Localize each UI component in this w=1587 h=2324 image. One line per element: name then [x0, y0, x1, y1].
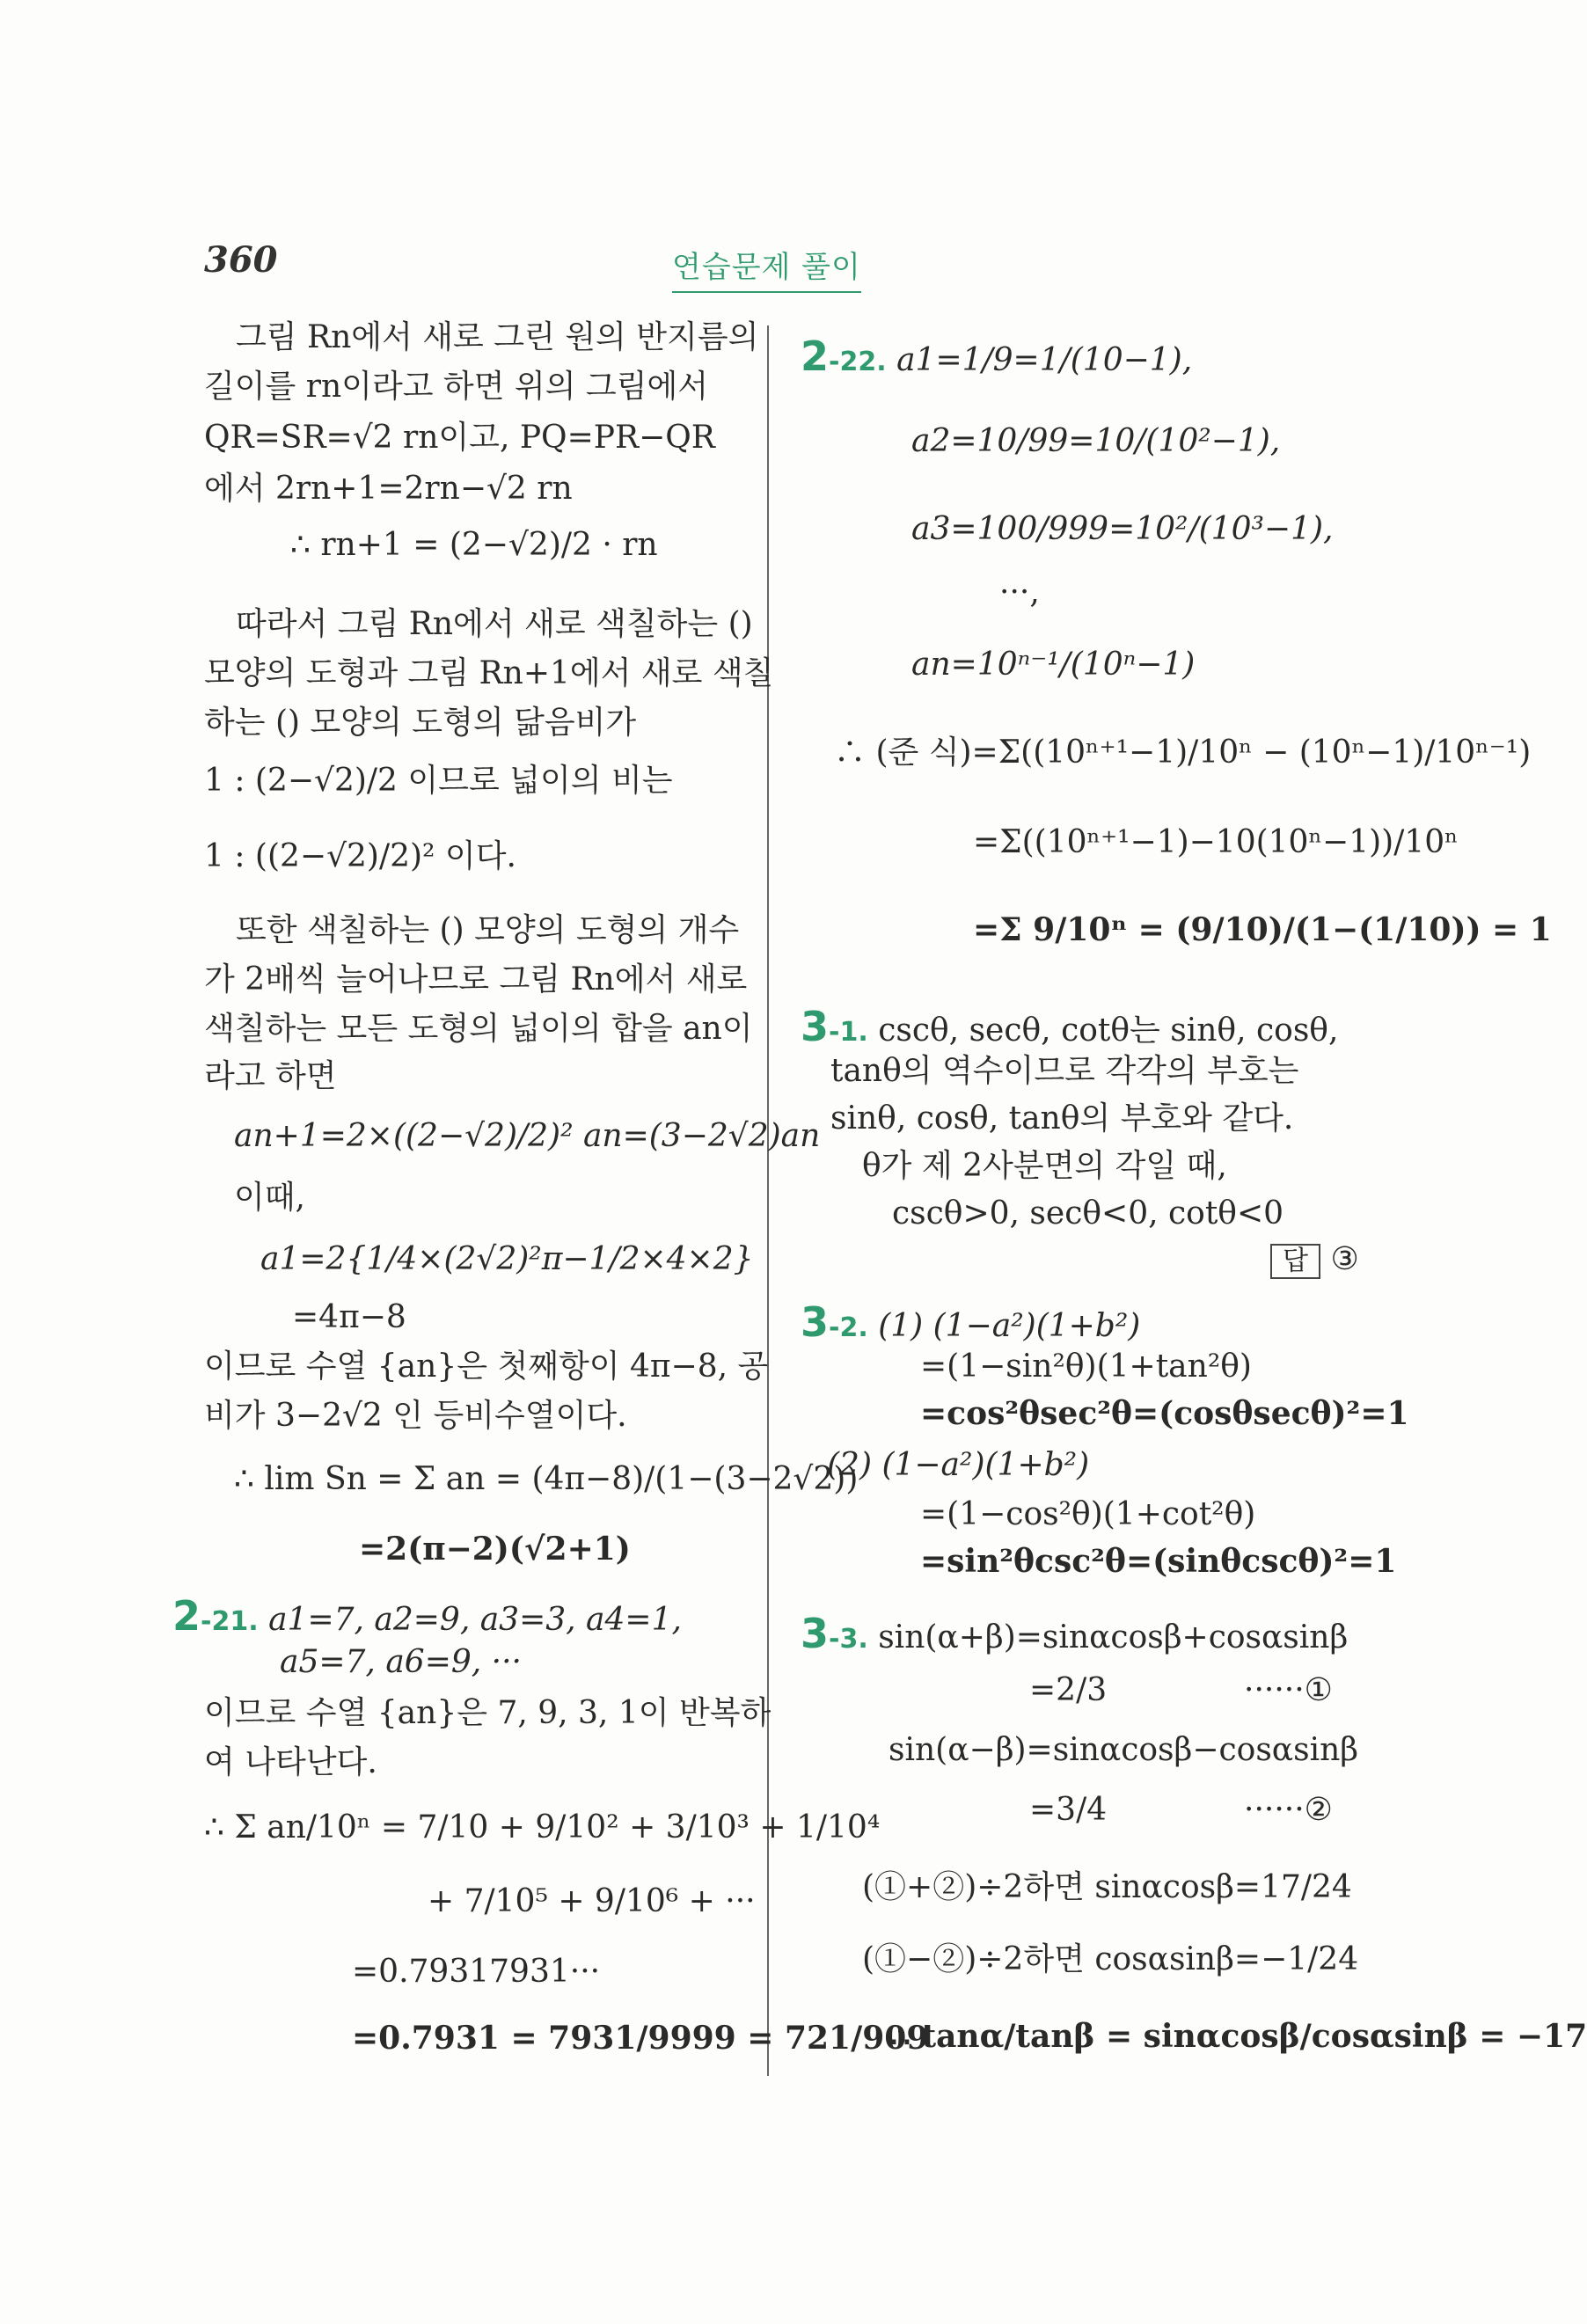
equation: (①−②)÷2하면 cosαsinβ=−1/24	[862, 1941, 1359, 1977]
equation: cscθ>0, secθ<0, cotθ<0	[892, 1195, 1284, 1231]
equation: an+1=2×((2−√2)/2)² an=(3−2√2)an	[234, 1118, 821, 1154]
equation: =0.7931 = 7931/9999 = 721/909	[352, 2020, 929, 2057]
text-line: sinθ, cosθ, tanθ의 부호와 같다.	[830, 1100, 1294, 1136]
problem-number: 3	[801, 1298, 830, 1346]
equation: =cos²θsec²θ=(cosθsecθ)²=1	[920, 1395, 1409, 1432]
problem-3-1	[801, 1003, 1338, 1051]
equation: =sin²θcsc²θ=(sinθcscθ)²=1	[920, 1543, 1397, 1580]
answer-choice: ③	[1330, 1241, 1359, 1277]
answer	[1270, 1240, 1359, 1279]
text-line: QR=SR=√2 rn이고, PQ=PR−QR	[204, 420, 715, 456]
problem-number: 3	[801, 1610, 830, 1657]
text-line: 가 2배씩 늘어나므로 그림 Rn에서 새로	[204, 961, 748, 998]
problem-subnumber: -3.	[829, 1624, 868, 1655]
text-line: 에서 2rn+1=2rn−√2 rn	[204, 471, 573, 507]
text-line: cscθ, secθ, cotθ는 sinθ, cosθ,	[878, 1012, 1339, 1049]
text-line: 또한 색칠하는 () 모양의 도형의 개수	[236, 912, 740, 948]
text-line: 모양의 도형과 그림 Rn+1에서 새로 색칠	[204, 655, 774, 691]
equation: a1=1/9=1/(10−1),	[896, 342, 1193, 378]
text-line: 이때,	[234, 1180, 305, 1216]
equation: a5=7, a6=9, ···	[280, 1644, 522, 1680]
equation: a3=100/999=10²/(10³−1),	[911, 511, 1334, 547]
equation: ∴ Σ an/10ⁿ = 7/10 + 9/10² + 3/10³ + 1/10⁴	[204, 1809, 881, 1845]
problem-3-3	[801, 1610, 1348, 1658]
problem-number: 3	[801, 1003, 830, 1050]
equation: a1=7, a2=9, a3=3, a4=1,	[268, 1602, 682, 1638]
problem-subnumber: -21.	[201, 1606, 259, 1637]
equation: =Σ 9/10ⁿ = (9/10)/(1−(1/10)) = 1	[973, 911, 1552, 948]
problem-number: 2	[172, 1592, 201, 1640]
equation: =(1−cos²θ)(1+cot²θ)	[920, 1496, 1256, 1532]
problem-2-21	[172, 1592, 682, 1641]
equation: ∴ (준 식)=Σ((10ⁿ⁺¹−1)/10ⁿ − (10ⁿ−1)/10ⁿ⁻¹)	[834, 734, 1532, 771]
equation: =2(π−2)(√2+1)	[359, 1531, 631, 1568]
text-line: 이므로 수열 {an}은 첫째항이 4π−8, 공	[204, 1348, 769, 1385]
page-number: 360	[204, 239, 278, 281]
problem-number: 2	[801, 333, 830, 380]
equation-marker: ······①	[1244, 1672, 1333, 1708]
problem-subnumber: -1.	[829, 1017, 868, 1048]
equation: a2=10/99=10/(10²−1),	[911, 423, 1281, 459]
text-line: 하는 () 모양의 도형의 닮음비가	[204, 705, 637, 741]
equation: =4π−8	[292, 1299, 406, 1335]
text-line: 이므로 수열 {an}은 7, 9, 3, 1이 반복하	[204, 1695, 772, 1731]
equation: =(1−sin²θ)(1+tan²θ)	[920, 1348, 1252, 1385]
problem-3-2	[801, 1298, 1140, 1347]
equation: (1) (1−a²)(1+b²)	[878, 1308, 1141, 1344]
text-line: 1 : ((2−√2)/2)² 이다.	[204, 838, 516, 874]
equation: ∴ rn+1 = (2−√2)/2 · rn	[290, 527, 658, 563]
equation-marker: ······②	[1244, 1792, 1333, 1828]
text-line: 라고 하면	[204, 1058, 337, 1094]
answer-box: 답	[1270, 1244, 1320, 1279]
problem-2-22	[801, 333, 1192, 381]
text-line: 여 나타난다.	[204, 1744, 377, 1780]
equation: sin(α−β)=sinαcosβ−cosαsinβ	[889, 1732, 1359, 1768]
equation: (2) (1−a²)(1+b²)	[827, 1447, 1090, 1483]
text-line: 길이를 rn이라고 하면 위의 그림에서	[204, 369, 709, 405]
equation: an=10ⁿ⁻¹/(10ⁿ−1)	[911, 647, 1196, 683]
equation: + 7/10⁵ + 9/10⁶ + ···	[428, 1883, 756, 1919]
page-title: 연습문제 풀이	[672, 243, 861, 293]
equation: ···,	[999, 574, 1040, 610]
equation: =2/3	[1029, 1672, 1108, 1708]
text-line: 따라서 그림 Rn에서 새로 색칠하는 ()	[236, 606, 753, 642]
text-line: θ가 제 2사분면의 각일 때,	[862, 1148, 1227, 1184]
equation: a1=2{1/4×(2√2)²π−1/2×4×2}	[260, 1241, 754, 1277]
text-line: 색칠하는 모든 도형의 넓이의 합을 an이	[204, 1011, 753, 1047]
text-line: 1 : (2−√2)/2 이므로 넓이의 비는	[204, 763, 673, 799]
equation: (①+②)÷2하면 sinαcosβ=17/24	[862, 1869, 1352, 1905]
equation: =0.79317931···	[352, 1954, 601, 1990]
text-line: tanθ의 역수이므로 각각의 부호는	[830, 1053, 1299, 1089]
equation: sin(α+β)=sinαcosβ+cosαsinβ	[878, 1619, 1349, 1655]
text-line: 그림 Rn에서 새로 그린 원의 반지름의	[236, 319, 759, 355]
equation: =Σ((10ⁿ⁺¹−1)−10(10ⁿ−1))/10ⁿ	[973, 824, 1459, 860]
equation: ∴ tanα/tanβ = sinαcosβ/cosαsinβ = −17	[890, 2018, 1587, 2055]
problem-subnumber: -2.	[829, 1312, 868, 1343]
text-line: 비가 3−2√2 인 등비수열이다.	[204, 1398, 627, 1434]
equation: ∴ lim Sn = Σ an = (4π−8)/(1−(3−2√2))	[234, 1461, 859, 1497]
problem-subnumber: -22.	[829, 347, 887, 377]
equation: =3/4	[1029, 1792, 1108, 1828]
